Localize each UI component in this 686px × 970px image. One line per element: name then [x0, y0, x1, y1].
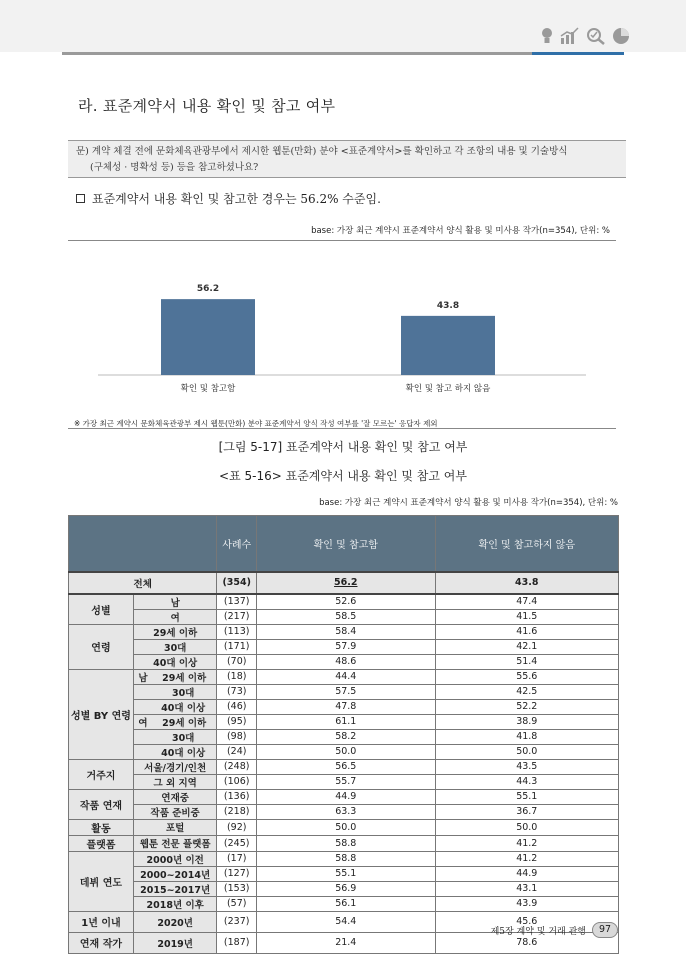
row-yes: 58.2	[257, 729, 436, 744]
row-no: 41.2	[435, 851, 618, 866]
group-label: 거주지	[69, 759, 134, 789]
row-count: (237)	[217, 911, 257, 932]
row-count: (136)	[217, 789, 257, 804]
row-yes: 56.9	[257, 881, 436, 896]
table-row	[69, 774, 619, 789]
section-title: 라. 표준계약서 내용 확인 및 참고 여부	[78, 97, 336, 115]
row-count: (70)	[217, 654, 257, 669]
table-row	[69, 699, 619, 714]
row-no: 41.6	[435, 624, 618, 639]
row-label: 30대	[133, 729, 216, 744]
row-label: 2020년	[133, 911, 216, 932]
table-row	[69, 789, 619, 804]
row-yes: 56.2	[257, 572, 436, 594]
table-row	[69, 639, 619, 654]
group-label: 데뷔 연도	[69, 851, 134, 911]
divider	[68, 240, 616, 241]
row-label: 남	[133, 594, 216, 610]
finding-text: 표준계약서 내용 확인 및 참고한 경우는 56.2% 수준임.	[92, 192, 381, 206]
row-yes: 44.9	[257, 789, 436, 804]
row-yes: 55.7	[257, 774, 436, 789]
row-yes: 56.1	[257, 896, 436, 911]
table-row	[69, 851, 619, 866]
row-no: 50.0	[435, 744, 618, 759]
table-row	[69, 835, 619, 851]
header-icons	[540, 26, 630, 46]
row-count: (46)	[217, 699, 257, 714]
header-blank	[69, 516, 217, 572]
row-label: 전체	[69, 572, 217, 594]
row-yes: 44.4	[257, 669, 436, 684]
row-no: 43.5	[435, 759, 618, 774]
table-row	[69, 896, 619, 911]
header-no: 확인 및 참고하지 않음	[435, 516, 618, 572]
table-row	[69, 654, 619, 669]
question-box	[68, 140, 626, 178]
group-label: 활동	[69, 819, 134, 835]
row-no: 43.8	[435, 572, 618, 594]
table-row	[69, 819, 619, 835]
row-count: (171)	[217, 639, 257, 654]
row-label: 40대 이상	[133, 699, 216, 714]
row-count: (24)	[217, 744, 257, 759]
row-no: 78.6	[435, 932, 618, 953]
table-row	[69, 866, 619, 881]
table-row	[69, 729, 619, 744]
row-label: 30대	[133, 684, 216, 699]
row-count: (57)	[217, 896, 257, 911]
header-rule	[62, 52, 532, 55]
finding	[76, 190, 381, 207]
row-yes: 61.1	[257, 714, 436, 729]
row-yes: 52.6	[257, 594, 436, 610]
row-yes: 21.4	[257, 932, 436, 953]
bar-chart	[68, 260, 616, 410]
row-yes: 58.8	[257, 851, 436, 866]
sub-group-label: 남	[138, 672, 148, 684]
group-label: 연령	[69, 624, 134, 669]
row-count: (153)	[217, 881, 257, 896]
footnote: ※ 가장 최근 계약시 문화체육관광부 제시 웹툰(만화) 분야 표준계약서 양식 작성 여부를 '잘 모르는' 응답자 제외	[74, 419, 438, 428]
row-yes: 63.3	[257, 804, 436, 819]
table-row	[69, 881, 619, 896]
row-label: 40대 이상	[133, 744, 216, 759]
row-label: 연재중	[133, 789, 216, 804]
row-count: (95)	[217, 714, 257, 729]
table-row	[69, 804, 619, 819]
row-label: 29세 이하	[133, 624, 216, 639]
row-no: 36.7	[435, 804, 618, 819]
row-no: 45.6	[435, 911, 618, 932]
group-label: 연재 작가	[69, 932, 134, 953]
pie-icon	[612, 27, 630, 45]
row-label: 2018년 이후	[133, 896, 216, 911]
row-no: 52.2	[435, 699, 618, 714]
sub-group-label: 여	[138, 717, 148, 729]
row-label: 남 29세 이하	[133, 669, 216, 684]
row-no: 43.9	[435, 896, 618, 911]
row-label: 2019년	[133, 932, 216, 953]
row-count: (248)	[217, 759, 257, 774]
bar-data-label: 43.8	[436, 300, 460, 311]
row-no: 38.9	[435, 714, 618, 729]
row-label: 포털	[133, 819, 216, 835]
table-row	[69, 594, 619, 610]
page-footer	[491, 922, 618, 938]
table-row-total	[69, 572, 619, 594]
row-count: (245)	[217, 835, 257, 851]
bar-data-label: 56.2	[196, 284, 220, 295]
header-rule-accent	[532, 52, 624, 55]
row-no: 41.8	[435, 729, 618, 744]
row-label: 40대 이상	[133, 654, 216, 669]
figure-caption: [그림 5-17] 표준계약서 내용 확인 및 참고 여부	[218, 440, 468, 454]
row-yes: 50.0	[257, 819, 436, 835]
row-no: 41.5	[435, 609, 618, 624]
row-yes: 54.4	[257, 911, 436, 932]
table-row	[69, 714, 619, 729]
row-label: 여	[133, 609, 216, 624]
row-no: 43.1	[435, 881, 618, 896]
bar	[401, 316, 495, 375]
group-label: 1년 이내	[69, 911, 134, 932]
table-row	[69, 669, 619, 684]
category-label: 확인 및 참고함	[180, 384, 236, 394]
row-yes: 47.8	[257, 699, 436, 714]
chart-icon	[560, 27, 580, 45]
row-label: 30대	[133, 639, 216, 654]
row-count: (218)	[217, 804, 257, 819]
divider	[68, 428, 616, 429]
group-label: 작품 연재	[69, 789, 134, 819]
row-yes: 58.5	[257, 609, 436, 624]
row-label: 2000년 이전	[133, 851, 216, 866]
row-count: (73)	[217, 684, 257, 699]
row-label: 여 29세 이하	[133, 714, 216, 729]
group-label: 성별	[69, 594, 134, 625]
row-label: 2015~2017년	[133, 881, 216, 896]
row-no: 55.1	[435, 789, 618, 804]
table-row	[69, 609, 619, 624]
magnifier-check-icon	[586, 27, 606, 45]
row-label: 작품 준비중	[133, 804, 216, 819]
row-count: (127)	[217, 866, 257, 881]
row-yes: 57.9	[257, 639, 436, 654]
row-no: 47.4	[435, 594, 618, 610]
row-count: (113)	[217, 624, 257, 639]
row-yes: 57.5	[257, 684, 436, 699]
category-label: 확인 및 참고 하지 않음	[405, 384, 491, 394]
row-yes: 58.8	[257, 835, 436, 851]
row-count: (17)	[217, 851, 257, 866]
question-line-1: 문) 계약 체결 전에 문화체육관광부에서 제시한 웹툰(만화) 분야 <표준계약서>를 확인하고 각 조항의 내용 및 기술방식	[76, 146, 568, 157]
row-label: 웹툰 전문 플랫폼	[133, 835, 216, 851]
table-header-row	[69, 516, 619, 572]
header-yes: 확인 및 참고함	[257, 516, 436, 572]
row-no: 55.6	[435, 669, 618, 684]
page-number: 97	[592, 922, 618, 938]
base-note: base: 가장 최근 계약시 표준계약서 양식 활용 및 미사용 작가(n=354), 단위: %	[319, 498, 618, 508]
lightbulb-icon	[540, 27, 554, 45]
checkbox-bullet-icon	[76, 194, 85, 203]
group-label: 성별 BY 연령	[69, 669, 134, 759]
row-no: 50.0	[435, 819, 618, 835]
row-no: 44.3	[435, 774, 618, 789]
row-yes: 58.4	[257, 624, 436, 639]
row-no: 44.9	[435, 866, 618, 881]
row-count: (98)	[217, 729, 257, 744]
row-label: 2000~2014년	[133, 866, 216, 881]
chapter-label: 제5장 계약 및 거래 관행	[490, 926, 586, 937]
table-row	[69, 759, 619, 774]
base-note: base: 가장 최근 계약시 표준계약서 양식 활용 및 미사용 작가(n=354), 단위: %	[311, 226, 610, 236]
row-no: 42.5	[435, 684, 618, 699]
bar	[161, 299, 255, 375]
row-label: 서울/경기/인천	[133, 759, 216, 774]
row-no: 42.1	[435, 639, 618, 654]
row-yes: 56.5	[257, 759, 436, 774]
row-count: (187)	[217, 932, 257, 953]
row-count: (92)	[217, 819, 257, 835]
row-no: 51.4	[435, 654, 618, 669]
group-label: 플랫폼	[69, 835, 134, 851]
row-yes: 55.1	[257, 866, 436, 881]
table-row	[69, 684, 619, 699]
table-row	[69, 744, 619, 759]
row-count: (217)	[217, 609, 257, 624]
table-row	[69, 624, 619, 639]
header-count: 사례수	[217, 516, 257, 572]
question-line-2: (구체성 · 명확성 등) 등을 참고하셨나요?	[90, 162, 259, 173]
row-count: (106)	[217, 774, 257, 789]
row-yes: 48.6	[257, 654, 436, 669]
row-no: 41.2	[435, 835, 618, 851]
row-count: (18)	[217, 669, 257, 684]
data-table	[68, 515, 619, 954]
row-yes: 50.0	[257, 744, 436, 759]
row-count: (354)	[217, 572, 257, 594]
row-label: 그 외 지역	[133, 774, 216, 789]
row-count: (137)	[217, 594, 257, 610]
table-caption: <표 5-16> 표준계약서 내용 확인 및 참고 여부	[219, 469, 467, 483]
